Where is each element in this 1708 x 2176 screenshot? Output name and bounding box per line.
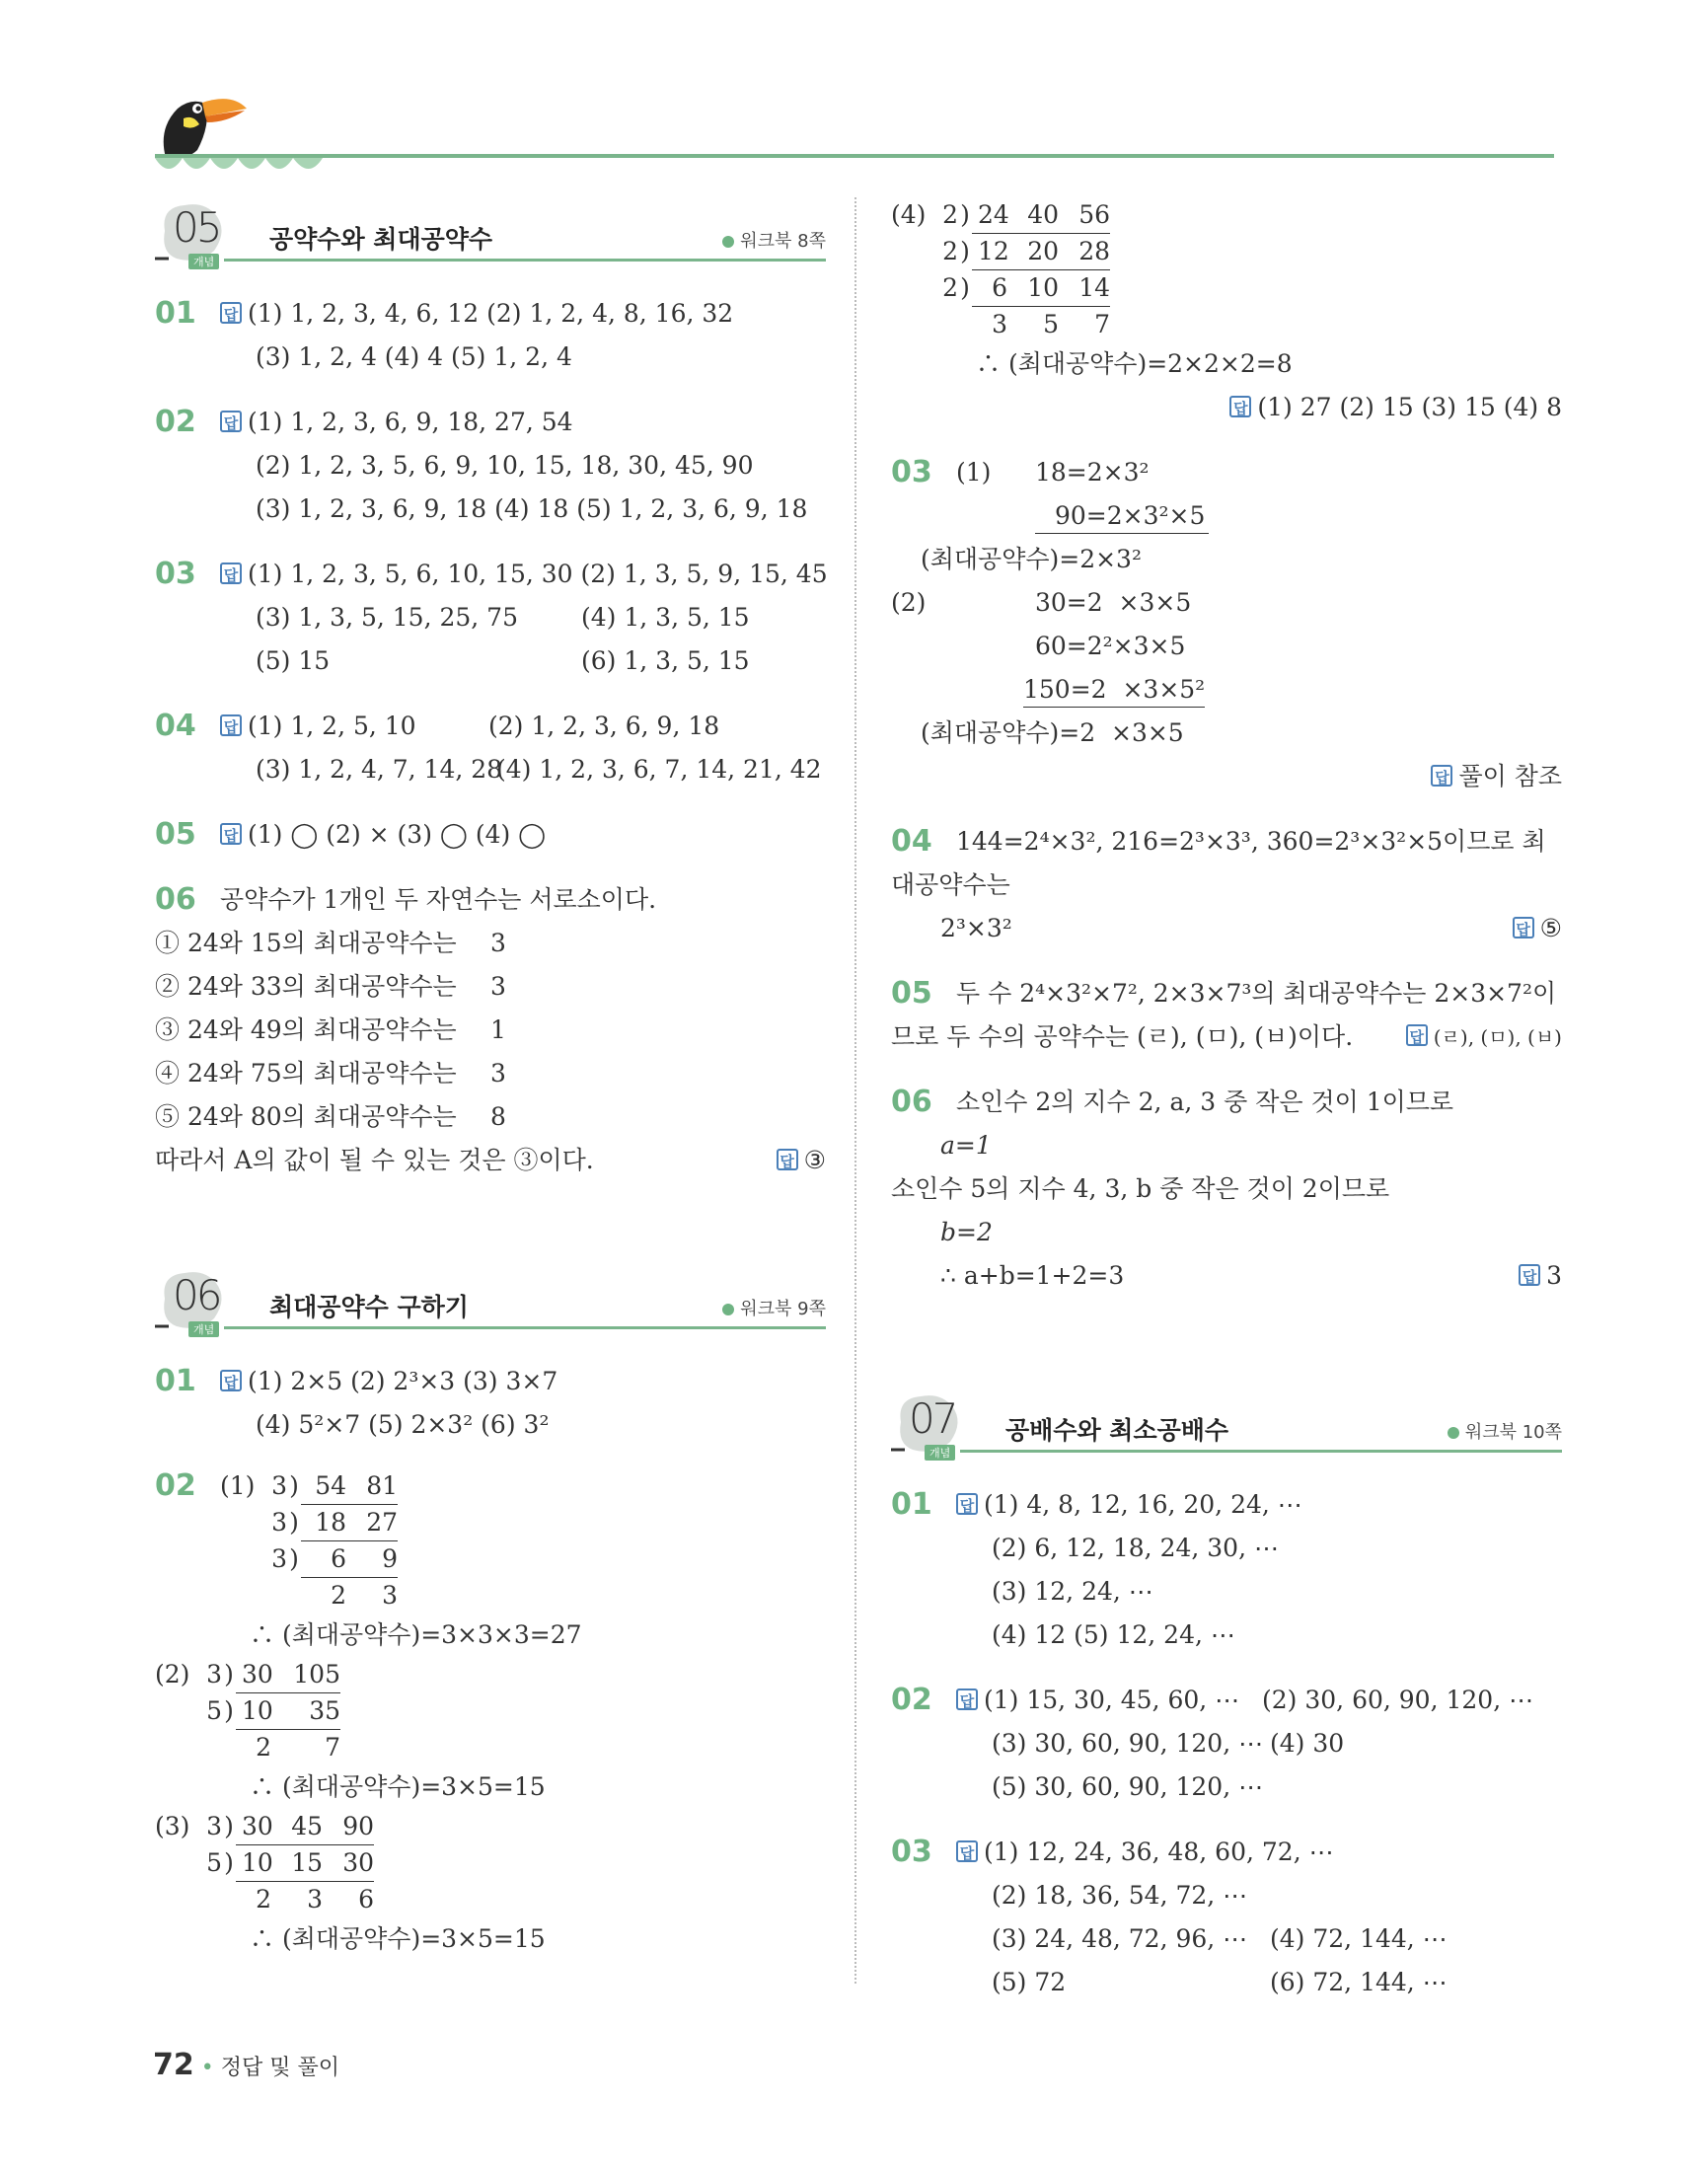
problem-number: 03	[891, 1835, 932, 1869]
answer-mark-icon: 답	[220, 714, 242, 736]
problem-number: 03	[155, 557, 196, 591]
footer-title: 정답 및 풀이	[220, 2056, 339, 2080]
section-sub-label: 개념	[925, 1445, 955, 1461]
section-06-header	[155, 1265, 826, 1346]
problem-06-06: 06 소인수 2의 지수 2, a, 3 중 작은 것이 1이므로 a=1 소인수 5의 지수 4, 3, b 중 작은 것이 2이므로 b=2 ∴ a+b=1+2=3 답 3	[891, 1081, 1562, 1298]
problem-07-02: 02 답 (1) 15, 30, 45, 60, ⋯ (2) 30, 60, 90, 120, ⋯ (3) 30, 60, 90, 120, ⋯ (4) 30 (5) 30, 60, 90, 120, ⋯	[891, 1679, 1562, 1809]
problem-number: 04	[155, 709, 196, 743]
bullet-icon	[722, 236, 734, 248]
answer-mark-icon: 답	[220, 1370, 242, 1391]
section-title: 공약수와 최대공약수	[269, 225, 493, 254]
section-sub-label: 개념	[188, 1321, 219, 1337]
column-divider	[854, 197, 856, 1984]
section-05-header	[155, 197, 826, 278]
bullet-icon	[722, 1304, 734, 1315]
section-title: 공배수와 최소공배수	[1005, 1416, 1229, 1445]
problem-number: 02	[155, 405, 196, 439]
problem-05-01: 01 답 (1) 1, 2, 3, 4, 6, 12 (2) 1, 2, 4, 8, 16, 32 (3) 1, 2, 4 (4) 4 (5) 1, 2, 4	[155, 292, 826, 379]
right-column	[891, 197, 1562, 2026]
problem-06-02-continued: (4) 2 ) 24 40 56 2 ) 12 20 28 2 ) 6 10 14 3 5 7 ∴ (최대공약수)=2×2×2=8 답 (1) 27 (2) 15 (3) 15 (4) 8	[891, 197, 1562, 429]
division-ladder: 3 ) 54 81 3 ) 18 27 3 ) 6 9 2 3	[260, 1468, 398, 1613]
section-07-header	[891, 1388, 1562, 1469]
answer-mark-icon: 답	[956, 1493, 978, 1515]
top-rule	[155, 154, 1554, 158]
problem-05-05: 05 답 (1) ◯ (2) × (3) ◯ (4) ◯	[155, 813, 826, 857]
section-underline	[224, 1326, 826, 1329]
problem-07-01: 01 답 (1) 4, 8, 12, 16, 20, 24, ⋯ (2) 6, 12, 18, 24, 30, ⋯ (3) 12, 24, ⋯ (4) 12 (5) 12, 24, ⋯	[891, 1483, 1562, 1657]
section-underline	[224, 259, 826, 262]
problem-number: 02	[891, 1683, 932, 1717]
problem-number: 06	[155, 882, 196, 917]
problem-number: 05	[155, 817, 196, 852]
problem-05-03: 03 답 (1) 1, 2, 3, 5, 6, 10, 15, 30 (2) 1, 3, 5, 9, 15, 45 (3) 1, 3, 5, 15, 25, 75 (4) 1, 3, 5, 15 (5) 15 (6) 1, 3, 5, 15	[155, 553, 826, 683]
problem-07-03: 03 답 (1) 12, 24, 36, 48, 60, 72, ⋯ (2) 18, 36, 54, 72, ⋯ (3) 24, 48, 72, 96, ⋯ (4) 72, 144, ⋯ (5) 72 (6) 72, 144, ⋯	[891, 1831, 1562, 2004]
wave-decoration	[155, 154, 323, 182]
section-title: 최대공약수 구하기	[269, 1293, 469, 1321]
problem-number: 06	[891, 1085, 932, 1119]
division-ladder: 3 ) 30 45 90 5 ) 10 15 30 2 3 6	[194, 1809, 374, 1917]
left-column	[155, 197, 826, 1983]
answer-mark-icon: 답	[1431, 765, 1452, 787]
section-number: 07	[909, 1394, 956, 1443]
problem-06-01: 01 답 (1) 2×5 (2) 2³×3 (3) 3×7 (4) 5²×7 (5) 2×3² (6) 3²	[155, 1360, 826, 1447]
problem-06-05: 05 두 수 2⁴×3²×7², 2×3×7³의 최대공약수는 2×3×7²이 므로 두 수의 공약수는 (ㄹ), (ㅁ), (ㅂ)이다. 답 (ㄹ), (ㅁ), (ㅂ)	[891, 972, 1562, 1059]
section-underline	[960, 1450, 1562, 1453]
problem-05-02: 02 답 (1) 1, 2, 3, 6, 9, 18, 27, 54 (2) 1, 2, 3, 5, 6, 9, 10, 15, 18, 30, 45, 90 (3) 1, 2, 3, 6, 9, 18 (4) 18 (5) 1, 2, 3, 6, 9, 18	[155, 401, 826, 531]
problem-number: 01	[155, 1364, 196, 1398]
problem-06-03: 03 (1) 18=2×3² 90=2×3²×5 (최대공약수)=2×3² (2) 30=2 ×3×5 60=2²×3×5 150=2 ×3×5² (최대공약수)=2 ×3×5 답 풀이 참조	[891, 451, 1562, 798]
problem-05-04: 04 답 (1) 1, 2, 5, 10 (2) 1, 2, 3, 6, 9, 18 (3) 1, 2, 4, 7, 14, 28(4) 1, 2, 3, 6, 7, 14, 21, 42	[155, 705, 826, 791]
answer-mark-icon: 답	[1519, 1264, 1540, 1286]
problem-number: 01	[891, 1487, 932, 1522]
problem-05-06: 06 공약수가 1개인 두 자연수는 서로소이다. ① 24와 15의 최대공약수는 3 ② 24와 33의 최대공약수는 3 ③ 24와 49의 최대공약수는 1 ④ 24와 75의 최대공약수는 3 ⑤ 24와 80의 최대공약수는 8 따라서 A의 값이 될 수 있는 것은 ③이다. 답 ③	[155, 878, 826, 1182]
section-number: 05	[173, 203, 220, 252]
answer-mark-icon: 답	[777, 1149, 798, 1170]
problem-number: 03	[891, 455, 932, 489]
answer-mark-icon: 답	[220, 302, 242, 324]
section-number: 06	[173, 1271, 220, 1319]
division-ladder: 3 ) 30 105 5 ) 10 35 2 7	[194, 1657, 340, 1765]
answer-mark-icon: 답	[956, 1688, 978, 1710]
problem-number: 05	[891, 976, 932, 1011]
answer-mark-icon: 답	[956, 1840, 978, 1862]
answer-mark-icon: 답	[1229, 396, 1251, 417]
answer-mark-icon: 답	[220, 823, 242, 845]
workbook-ref: 워크북 9쪽	[722, 1295, 826, 1320]
workbook-ref: 워크북 10쪽	[1448, 1418, 1562, 1444]
page-number: 72	[153, 2048, 194, 2082]
division-ladder: 2 ) 24 40 56 2 ) 12 20 28 2 ) 6 10 14 3 5 7	[930, 197, 1110, 342]
answer-mark-icon: 답	[220, 563, 242, 584]
answer-mark-icon: 답	[1406, 1024, 1428, 1046]
problem-06-04: 04 144=2⁴×3², 216=2³×3³, 360=2³×3²×5이므로 최 대공약수는 2³×3² 답 ⑤	[891, 820, 1562, 950]
workbook-ref: 워크북 8쪽	[722, 227, 826, 253]
problem-number: 01	[155, 296, 196, 331]
bullet-icon	[1448, 1427, 1459, 1439]
problem-number: 02	[155, 1468, 196, 1503]
problem-number: 04	[891, 824, 932, 859]
section-sub-label: 개념	[188, 254, 219, 269]
problem-06-02: 02 (1) 3 ) 54 81 3 ) 18 27 3 ) 6 9 2 3 ∴ (최대공약수)=3×3×3=27 (2) 3 ) 30 105 5 ) 10 35 2 7 ∴ (최대공약수)=3×5=15 (3) 3 ) 30 45 90 5 ) 10 15 30 2 3 6 ∴ (최대공약수)=3×5=15	[155, 1468, 582, 1953]
answer-mark-icon: 답	[1513, 917, 1534, 938]
page-footer: 72 • 정답 및 풀이	[153, 2048, 339, 2082]
answer-mark-icon: 답	[220, 411, 242, 432]
